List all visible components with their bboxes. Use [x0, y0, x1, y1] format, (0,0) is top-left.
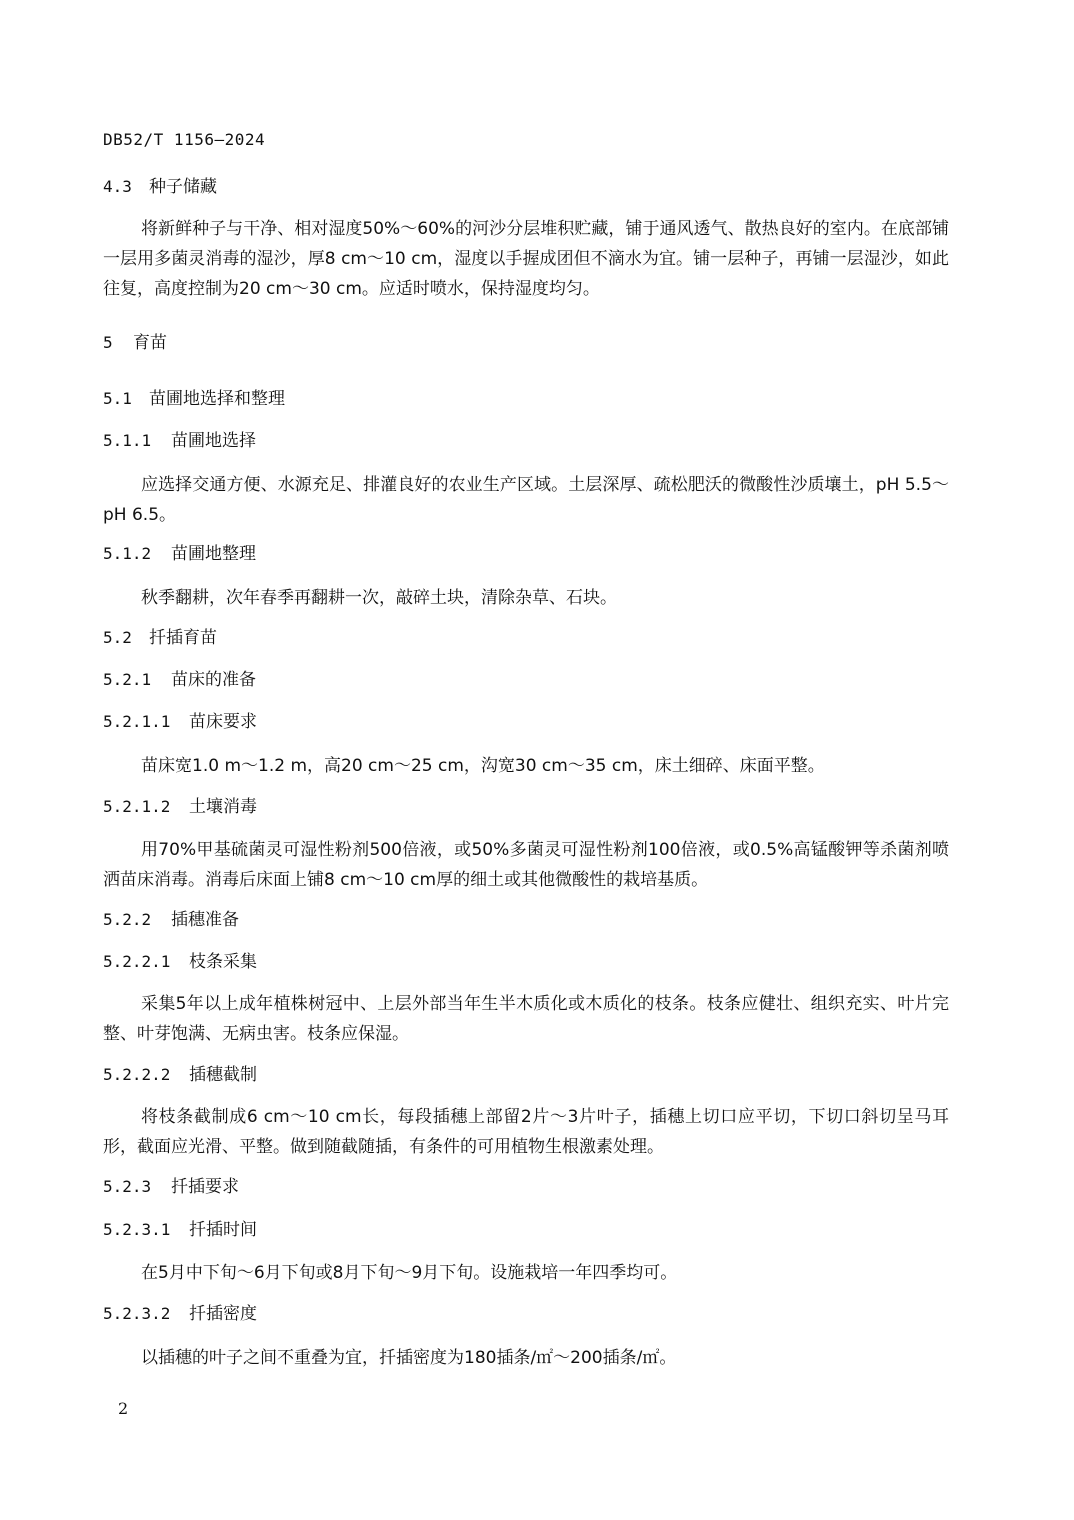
- heading-number: 5.2.3.2: [103, 1304, 171, 1323]
- heading-number: 5.2.3: [103, 1177, 152, 1196]
- paragraph-5-2-3-2: 以插穗的叶子之间不重叠为宜，扦插密度为180插条/㎡～200插条/㎡。: [141, 1348, 677, 1368]
- heading-5-2-3: [103, 1175, 949, 1199]
- heading-title: 育苗: [133, 333, 167, 353]
- heading-title: 插穗截制: [189, 1065, 257, 1085]
- heading-5-2-1-1: [103, 710, 949, 734]
- heading-5-1-1: [103, 429, 949, 453]
- heading-number: 5.2.2.1: [103, 952, 171, 971]
- heading-number: 5.2.2.2: [103, 1065, 171, 1084]
- page-number: 2: [118, 1399, 129, 1418]
- heading-number: 4.3: [103, 177, 132, 196]
- heading-title: 枝条采集: [189, 952, 257, 972]
- document-code: DB52/T 1156—2024: [103, 130, 266, 149]
- paragraph-5-2-2-2: 将枝条截制成6 cm～10 cm长，每段插穗上部留2片～3片叶子，插穗上切口应平切，下切口斜切呈马耳形，截面应光滑、平整。做到随截随插，有条件的可用植物生根激素处理。: [103, 1107, 949, 1157]
- paragraph-5-2-1-2: 用70%甲基硫菌灵可湿性粉剂500倍液，或50%多菌灵可湿性粉剂100倍液，或0.5%高锰酸钾等杀菌剂喷洒苗床消毒。消毒后床面上铺8 cm～10 cm厚的细土或其他微酸性的栽培基质。: [103, 840, 949, 890]
- heading-5-2-2-2: [103, 1063, 949, 1087]
- paragraph-5-2-2-1: 采集5年以上成年植株树冠中、上层外部当年生半木质化或木质化的枝条。枝条应健壮、组织充实、叶片完整、叶芽饱满、无病虫害。枝条应保湿。: [103, 994, 949, 1044]
- paragraph-5-2-3-1: 在5月中下旬～6月下旬或8月下旬～9月下旬。设施栽培一年四季均可。: [141, 1263, 678, 1283]
- paragraph-5-1-1: 应选择交通方便、水源充足、排灌良好的农业生产区域。土层深厚、疏松肥沃的微酸性沙质壤土，pH 5.5～pH 6.5。: [103, 475, 949, 525]
- paragraph-5-2-1-1: 苗床宽1.0 m～1.2 m，高20 cm～25 cm，沟宽30 cm～35 cm，床土细碎、床面平整。: [141, 756, 825, 776]
- heading-number: 5.1.1: [103, 431, 152, 450]
- heading-5-2: [103, 626, 949, 650]
- heading-5-2-1: [103, 668, 949, 692]
- heading-title: 苗床要求: [189, 712, 257, 732]
- heading-title: 扦插要求: [171, 1177, 239, 1197]
- heading-number: 5.1.2: [103, 544, 152, 563]
- heading-5-2-1-2: [103, 795, 949, 819]
- heading-5-2-3-1: [103, 1218, 949, 1242]
- heading-5-1: [103, 387, 949, 411]
- heading-number: 5.2.2: [103, 910, 152, 929]
- heading-number: 5.2: [103, 628, 132, 647]
- heading-title: 扦插密度: [189, 1304, 257, 1324]
- heading-5-2-3-2: [103, 1302, 949, 1326]
- paragraph-4-3: 将新鲜种子与干净、相对湿度50%～60%的河沙分层堆积贮藏，铺于通风透气、散热良好的室内。在底部铺一层用多菌灵消毒的湿沙，厚8 cm～10 cm，湿度以手握成团但不滴水为宜。铺一层种子，再铺一层湿沙，如此往复，高度控制为20 cm～30 cm。应适时喷水，保持湿度均匀。: [103, 219, 949, 299]
- paragraph-5-1-2: 秋季翻耕，次年春季再翻耕一次，敲碎土块，清除杂草、石块。: [141, 588, 617, 608]
- heading-number: 5.1: [103, 389, 132, 408]
- heading-5-1-2: [103, 542, 949, 566]
- heading-number: 5.2.1.1: [103, 712, 171, 731]
- heading-title: 苗圃地选择和整理: [149, 389, 285, 409]
- heading-title: 苗圃地选择: [171, 431, 256, 451]
- heading-number: 5: [103, 333, 113, 352]
- heading-5: [103, 331, 949, 355]
- heading-title: 扦插时间: [189, 1220, 257, 1240]
- heading-title: 种子储藏: [149, 177, 217, 197]
- heading-title: 插穗准备: [171, 910, 239, 930]
- heading-title: 苗圃地整理: [171, 544, 256, 564]
- heading-5-2-2-1: [103, 950, 949, 974]
- heading-title: 扦插育苗: [149, 628, 217, 648]
- heading-5-2-2: [103, 908, 949, 932]
- heading-number: 5.2.3.1: [103, 1220, 171, 1239]
- heading-number: 5.2.1.2: [103, 797, 171, 816]
- heading-number: 5.2.1: [103, 670, 152, 689]
- heading-title: 土壤消毒: [189, 797, 257, 817]
- heading-4-3: [103, 175, 949, 199]
- heading-title: 苗床的准备: [171, 670, 256, 690]
